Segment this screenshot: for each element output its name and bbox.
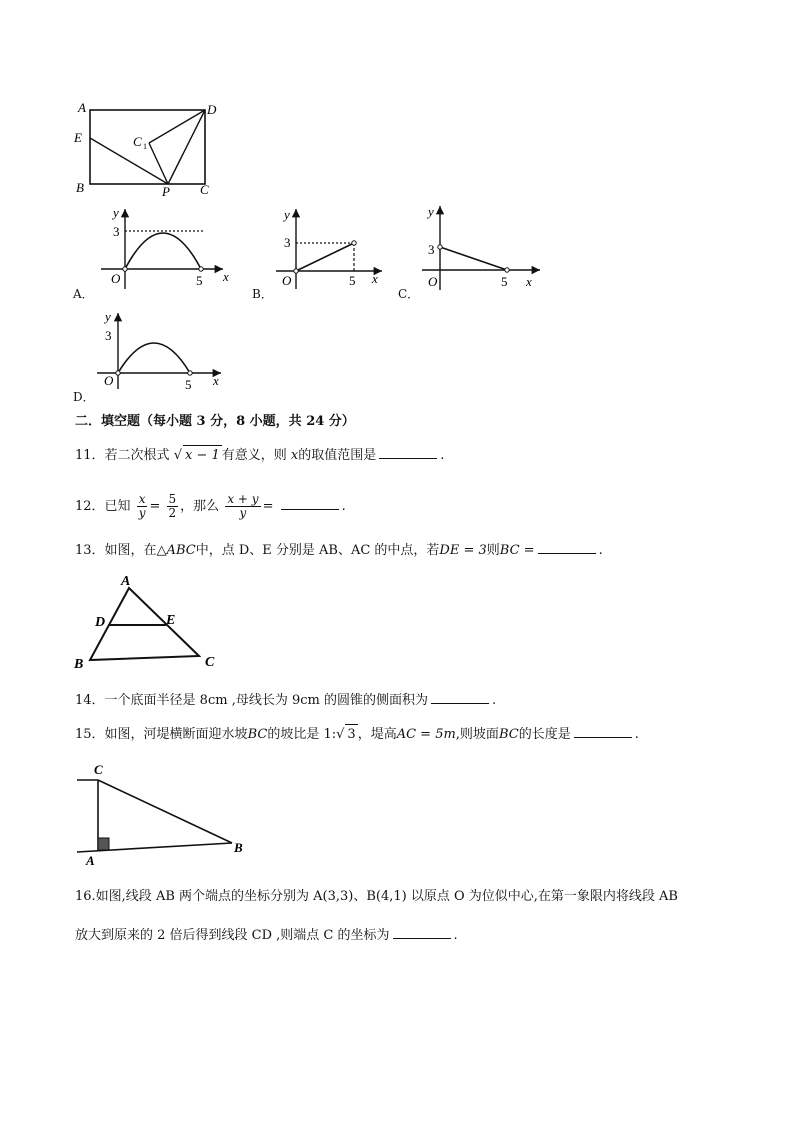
q11-text-2: 有意义，则 xyxy=(221,448,287,463)
question-number: 13． xyxy=(75,543,105,558)
question-12 xyxy=(75,493,346,520)
answer-blank[interactable] xyxy=(393,926,451,939)
q13-text-2: 中，点 D、E 分别是 AB、AC 的中点，若 xyxy=(195,543,440,558)
label-a: A xyxy=(86,853,95,868)
option-b-label: B． xyxy=(252,287,273,301)
answer-blank[interactable] xyxy=(431,691,489,704)
q15-text-4: ,则坡面 xyxy=(455,727,499,742)
period: . xyxy=(453,928,458,943)
axis-y-label: y xyxy=(428,204,434,219)
q15-text-3: ，堤高 xyxy=(357,727,397,742)
radicand: x − 1 xyxy=(183,445,222,466)
period: . xyxy=(491,693,497,708)
equals: = xyxy=(262,499,274,514)
question-15 xyxy=(75,724,639,745)
answer-blank[interactable] xyxy=(538,541,596,554)
q11-text-1: 若二次根式 xyxy=(104,448,170,463)
axis-x-label: x xyxy=(223,269,229,284)
option-a-graph xyxy=(95,203,240,298)
answer-blank[interactable] xyxy=(281,497,339,510)
tick-5: 5 xyxy=(501,274,508,289)
period: . xyxy=(341,499,346,514)
question-number: 11． xyxy=(75,448,105,463)
label-p: P xyxy=(162,184,170,198)
tick-5: 5 xyxy=(185,377,192,392)
origin-label: O xyxy=(428,274,438,289)
expression-de: DE = 3 xyxy=(439,543,487,558)
label-d: D xyxy=(207,102,217,117)
axis-y-label: y xyxy=(105,309,111,324)
triangle-figure xyxy=(72,570,232,675)
period: . xyxy=(598,543,603,558)
fraction-x-over-y xyxy=(137,493,148,520)
tick-5: 5 xyxy=(349,273,356,288)
option-c-label: C． xyxy=(398,287,420,301)
label-a: A xyxy=(121,574,131,589)
variable-x: x xyxy=(290,448,299,463)
q13-text-3: 则 xyxy=(486,543,500,558)
option-b-graph xyxy=(272,203,392,298)
numerator: x xyxy=(138,492,146,506)
denominator: y xyxy=(239,506,247,520)
question-number: 15． xyxy=(75,727,105,742)
label-e: E xyxy=(74,130,82,145)
period: . xyxy=(634,727,639,742)
question-16-line-2 xyxy=(75,926,458,946)
axis-x-label: x xyxy=(213,373,219,388)
axis-x-label: x xyxy=(372,271,378,286)
radicand: 3 xyxy=(345,724,357,745)
origin-label: O xyxy=(104,373,114,388)
tick-5: 5 xyxy=(196,273,203,288)
label-b: B xyxy=(74,657,84,672)
label-c: C xyxy=(94,762,103,777)
q15-text-2: 的坡比是 1: xyxy=(267,727,337,742)
option-a-label: A． xyxy=(73,287,94,301)
tick-3: 3 xyxy=(428,242,435,257)
axis-x-label: x xyxy=(526,274,532,289)
denominator: y xyxy=(138,506,146,520)
question-16-line-1: 16.如图,线段 AB 两个端点的坐标分别为 A(3,3)、B(4,1) 以原点 O 为位似中心,在第一象限内将线段 AB xyxy=(75,889,678,904)
origin-label: O xyxy=(282,273,292,288)
q12-text-1: 已知 xyxy=(104,499,131,514)
origin-label: O xyxy=(111,271,121,286)
axis-y-label: y xyxy=(113,205,119,220)
option-d-graph xyxy=(93,307,233,392)
q13-text-1: 如图，在 xyxy=(104,543,157,558)
q16-text-2: 放大到原来的 2 倍后得到线段 CD ,则端点 C 的坐标为 xyxy=(75,928,390,943)
label-b: B xyxy=(234,840,243,855)
segment-bc: BC xyxy=(247,727,268,742)
question-number: 14． xyxy=(75,693,105,708)
tick-3: 3 xyxy=(105,328,112,343)
segment-bc: BC xyxy=(498,727,519,742)
section-title: 二．填空题（每小题 3 分，8 小题，共 24 分） xyxy=(75,414,355,429)
axis-y-label: y xyxy=(284,207,290,222)
sqrt-expression: √ x − 1 xyxy=(174,448,222,463)
question-11 xyxy=(75,445,444,466)
q12-text-2: ，那么 xyxy=(180,499,220,514)
answer-blank[interactable] xyxy=(379,446,437,459)
label-b: B xyxy=(76,180,84,195)
numerator: x + y xyxy=(227,492,259,506)
q14-text: 一个底面半径是 8cm ,母线长为 9cm 的圆锥的侧面积为 xyxy=(104,693,428,708)
label-c1-sub: 1 xyxy=(143,142,147,151)
expression-bc: BC = xyxy=(499,543,535,558)
numerator: 5 xyxy=(168,492,177,506)
label-c: C xyxy=(200,182,209,197)
label-a: A xyxy=(78,100,86,115)
question-13 xyxy=(75,541,603,561)
label-c1: C xyxy=(133,134,142,149)
q15-text-1: 如图，河堤横断面迎水坡 xyxy=(104,727,248,742)
q15-text-5: 的长度是 xyxy=(518,727,571,742)
option-d-label: D． xyxy=(73,390,95,404)
label-c: C xyxy=(205,655,215,670)
expression-ac: AC = 5m xyxy=(396,727,456,742)
fraction-xy-over-y xyxy=(225,493,260,520)
label-e: E xyxy=(166,613,176,628)
q11-text-3: 的取值范围是 xyxy=(298,448,377,463)
tick-3: 3 xyxy=(113,224,120,239)
equals: = xyxy=(149,499,161,514)
fraction-5-over-2 xyxy=(167,493,179,520)
triangle-abc: △ABC xyxy=(156,543,196,558)
denominator: 2 xyxy=(168,506,177,520)
tick-3: 3 xyxy=(284,235,291,250)
sqrt-expression: √ 3 xyxy=(336,727,358,742)
period: . xyxy=(440,448,445,463)
question-14 xyxy=(75,691,496,711)
label-d: D xyxy=(95,615,106,630)
answer-blank[interactable] xyxy=(574,725,632,738)
rectangle-figure xyxy=(70,98,230,198)
embankment-figure xyxy=(72,758,257,868)
question-number: 12． xyxy=(75,499,105,514)
option-c-graph xyxy=(418,200,548,295)
